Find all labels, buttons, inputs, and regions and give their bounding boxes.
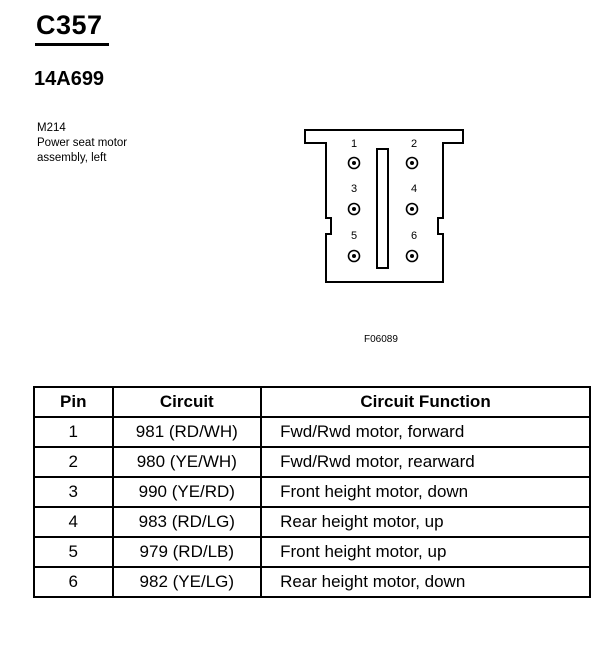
function-cell: Fwd/Rwd motor, forward	[261, 417, 590, 447]
connector-housing	[305, 130, 463, 282]
table-row	[34, 417, 590, 447]
table-row	[34, 447, 590, 477]
pin-cell: 3	[34, 477, 113, 507]
part-number: 14A699	[34, 68, 105, 90]
function-cell: Rear height motor, down	[261, 567, 590, 597]
pin-number-label: 2	[410, 138, 418, 150]
pin-number-label: 1	[350, 138, 358, 150]
pin-number-label: 3	[350, 183, 358, 195]
circuit-cell: 990 (YE/RD)	[113, 477, 262, 507]
component-name: Power seat motor	[37, 137, 128, 149]
column-header-pin: Pin	[34, 387, 113, 417]
table-row	[34, 567, 590, 597]
connector-face-diagram	[300, 125, 470, 295]
pin-terminal	[407, 158, 418, 169]
component-side: assembly, left	[37, 152, 107, 164]
pin-circuit-table	[33, 386, 591, 598]
circuit-cell: 982 (YE/LG)	[113, 567, 262, 597]
pin-terminal	[349, 251, 360, 262]
title-underline	[35, 43, 109, 46]
connector-id: C357	[36, 10, 103, 40]
pin-cell: 6	[34, 567, 113, 597]
function-cell: Rear height motor, up	[261, 507, 590, 537]
function-cell: Front height motor, down	[261, 477, 590, 507]
pin-cell: 5	[34, 537, 113, 567]
pin-terminal	[407, 204, 418, 215]
circuit-cell: 981 (RD/WH)	[113, 417, 262, 447]
function-cell: Fwd/Rwd motor, rearward	[261, 447, 590, 477]
component-description	[37, 121, 127, 166]
pin-cell: 1	[34, 417, 113, 447]
table-header-row	[34, 387, 590, 417]
table-row	[34, 477, 590, 507]
column-header-circuit-function: Circuit Function	[261, 387, 590, 417]
table-row	[34, 507, 590, 537]
connector-key-slot	[377, 149, 388, 268]
function-cell: Front height motor, up	[261, 537, 590, 567]
figure-id: F06089	[364, 334, 398, 345]
pin-terminal	[349, 204, 360, 215]
pin-cell: 2	[34, 447, 113, 477]
pin-terminal	[349, 158, 360, 169]
pin-number-label: 6	[410, 230, 418, 242]
table-row	[34, 537, 590, 567]
circuit-cell: 983 (RD/LG)	[113, 507, 262, 537]
pin-number-label: 5	[350, 230, 358, 242]
pin-cell: 4	[34, 507, 113, 537]
circuit-cell: 980 (YE/WH)	[113, 447, 262, 477]
component-code: M214	[37, 122, 66, 134]
pin-number-label: 4	[410, 183, 418, 195]
pin-terminal	[407, 251, 418, 262]
column-header-circuit: Circuit	[113, 387, 262, 417]
circuit-cell: 979 (RD/LB)	[113, 537, 262, 567]
